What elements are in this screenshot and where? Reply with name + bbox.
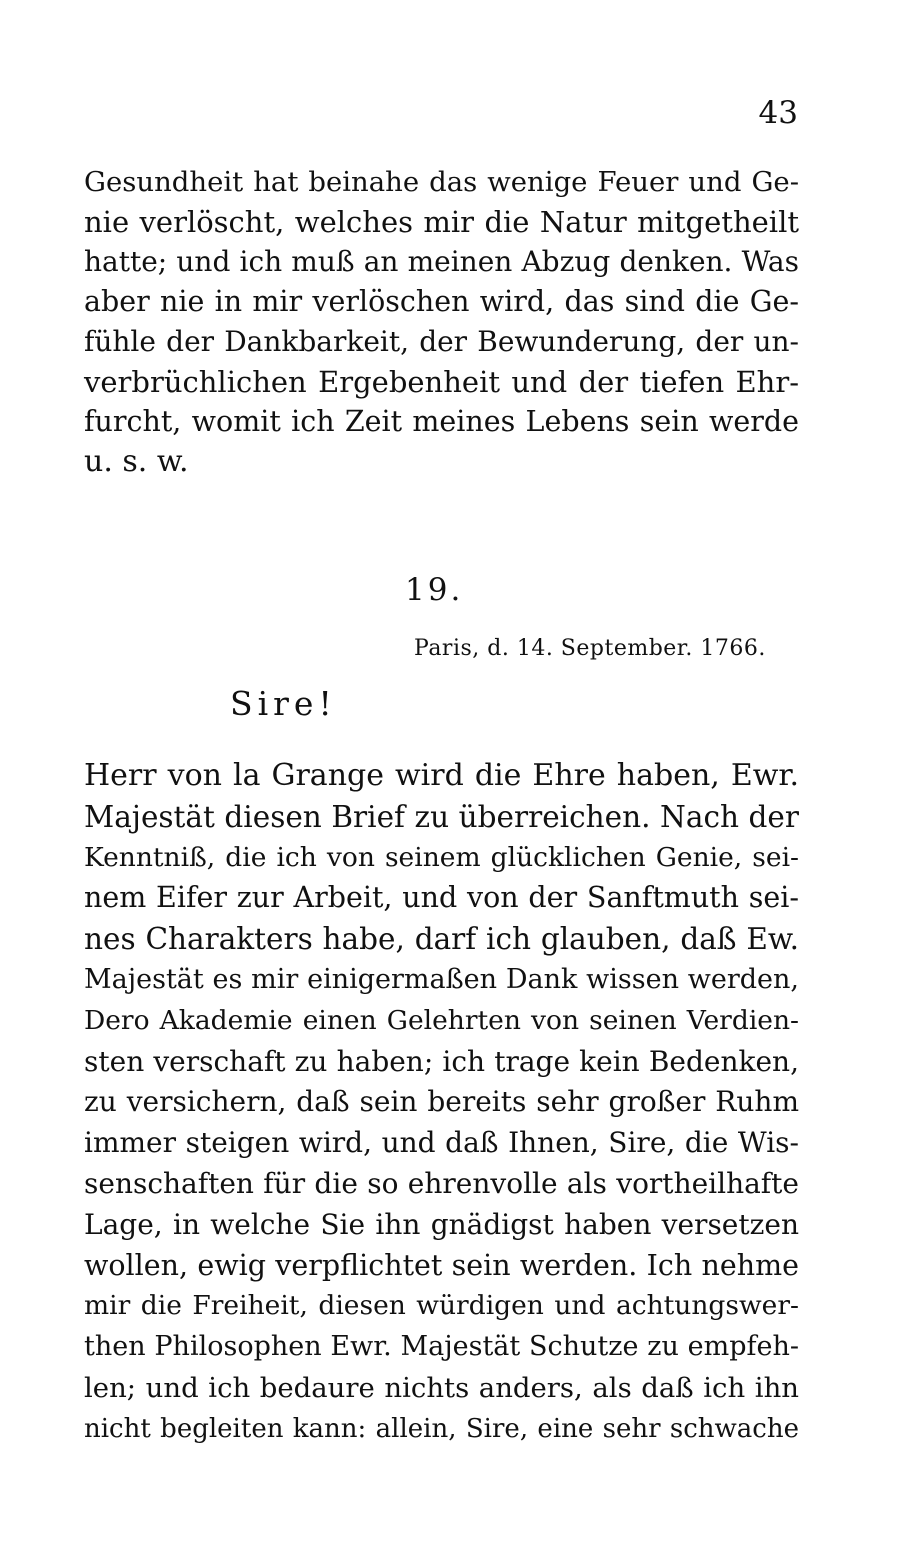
paragraph-continued [84,162,799,482]
letter-body [84,756,799,1450]
text-line: nie verlöscht, welches mir die Natur mitgetheilt [84,205,799,239]
text-line: wollen, ewig verpflichtet sein werden. Ich nehme [84,1248,799,1282]
text-line: immer steigen wird, und daß Ihnen, Sire, die Wis- [84,1126,799,1160]
text-line: u. s. w. [84,444,189,479]
text-line: nem Eifer zur Arbeit, und von der Sanftmuth sei- [84,881,799,915]
text-line: senschaften für die so ehrenvolle als vortheilhafte [84,1166,799,1200]
page-number: 43 [758,95,798,131]
text-line: nes Charakters habe, darf ich glauben, daß Ew. [84,922,799,957]
text-line: furcht, womit ich Zeit meines Lebens sein werde [84,405,799,438]
dateline: Paris, d. 14. September. 1766. [414,636,766,661]
text-line: Majestät es mir einigermaßen Dank wissen werden, [84,963,799,995]
text-line: zu versichern, daß sein bereits sehr großer Ruhm [84,1085,799,1119]
text-line: Dero Akademie einen Gelehrten von seinen Verdien- [84,1004,799,1036]
salutation: Sire! [230,684,337,723]
text-line: hatte; und ich muß an meinen Abzug denken. Was [84,245,799,278]
letter-number: 19. [405,572,464,608]
text-line: nicht begleiten kann: allein, Sire, eine sehr schwache [84,1413,799,1444]
text-line: mir die Freiheit, diesen würdigen und achtungswer- [84,1290,799,1322]
text-line: Gesundheit hat beinahe das wenige Feuer und Ge- [84,166,799,198]
text-line: Lage, in welche Sie ihn gnädigst haben versetzen [84,1207,799,1241]
text-line: Kenntniß, die ich von seinem glücklichen Genie, sei- [84,841,799,873]
text-line: Herr von la Grange wird die Ehre haben, Ewr. [84,758,799,793]
text-line: aber nie in mir verlöschen wird, das sind die Ge- [84,285,799,318]
text-line: then Philosophen Ewr. Majestät Schutze zu empfeh- [84,1331,799,1363]
text-line: Majestät diesen Brief zu überreichen. Nach der [84,799,799,834]
text-line: len; und ich bedaure nichts anders, als daß ich ihn [84,1371,799,1404]
text-line: sten verschaft zu haben; ich trage kein Bedenken, [84,1044,799,1078]
text-line: fühle der Dankbarkeit, der Bewunderung, der un- [84,325,799,358]
text-line: verbrüchlichen Ergebenheit und der tiefen Ehr- [84,365,799,399]
